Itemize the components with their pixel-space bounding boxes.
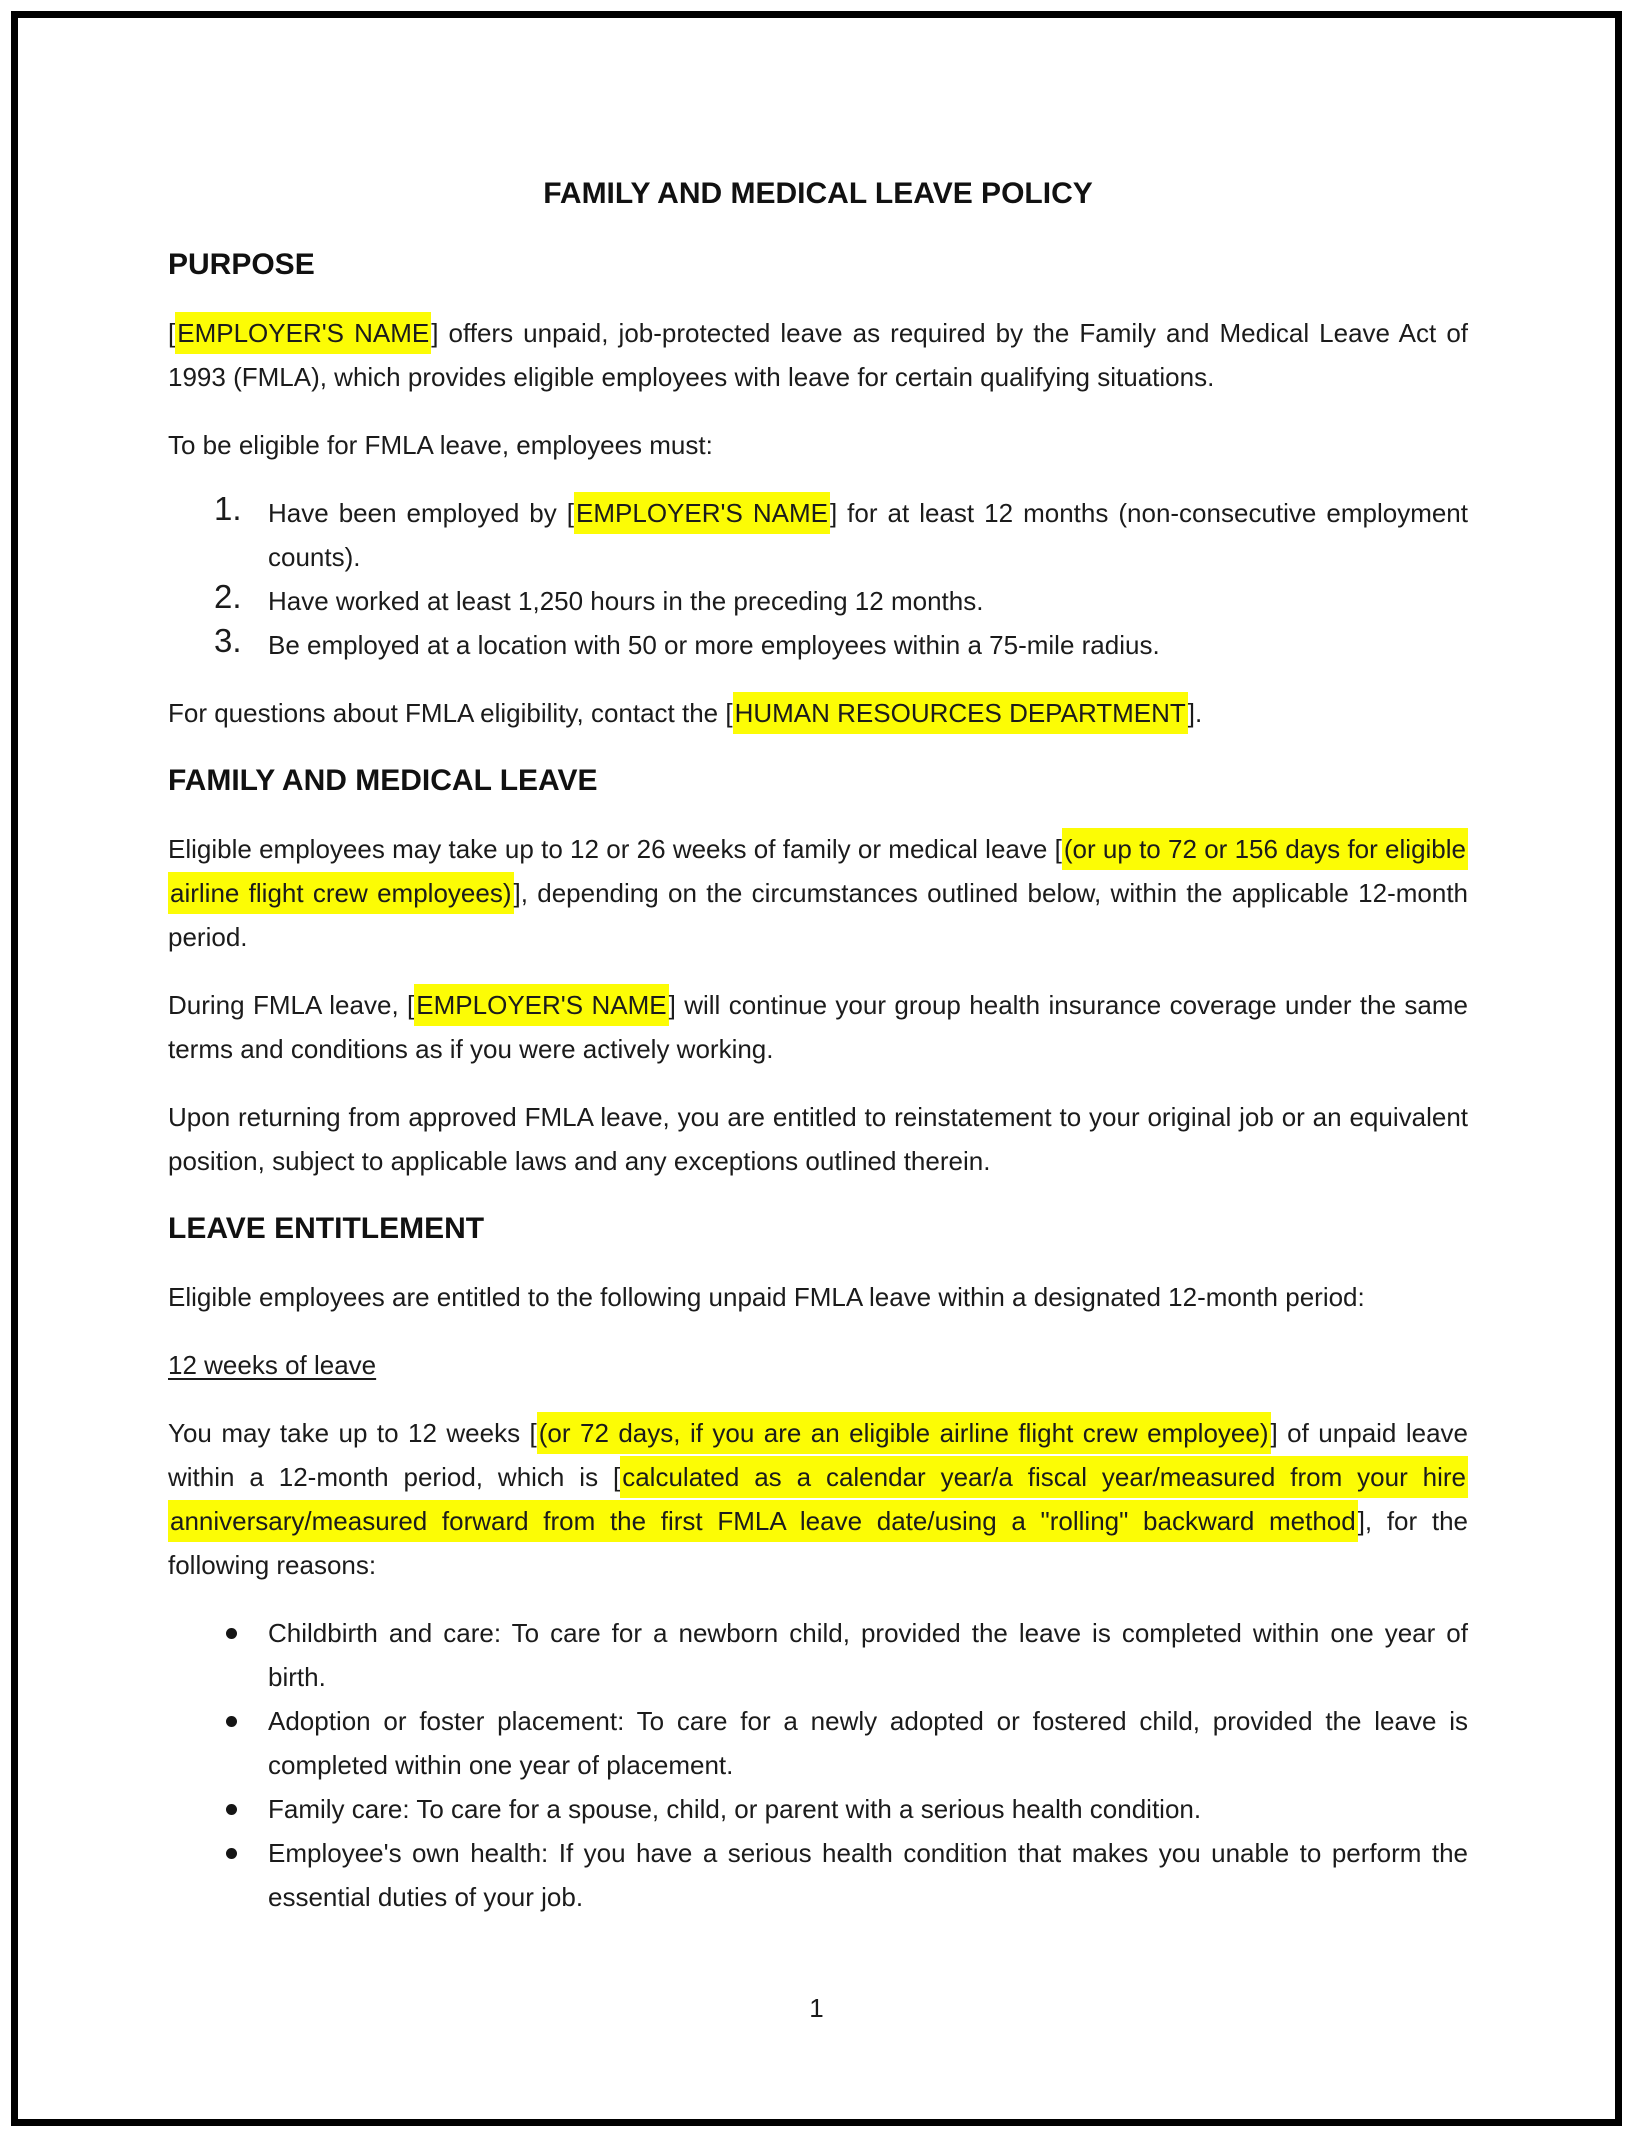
- heading-purpose: PURPOSE: [168, 248, 315, 281]
- text-run: Adoption or foster placement: To care for a newly adopted or fostered child, provided the leave is completed within one year of placement.: [268, 1706, 1468, 1780]
- highlighted-placeholder-hr-department: HUMAN RESOURCES DEPARTMENT: [733, 692, 1188, 734]
- paragraph-contact-hr: [168, 691, 1468, 735]
- highlighted-placeholder-employer-name: EMPLOYER'S NAME: [414, 984, 668, 1026]
- text-run: [: [168, 318, 176, 348]
- text-run: During FMLA leave, [: [168, 990, 415, 1020]
- paragraph-reinstatement: Upon returning from approved FMLA leave, you are entitled to reinstatement to your original job or an equivalent position, subject to applicable laws and any exceptions outlined therein.: [168, 1102, 1468, 1176]
- bullet-icon: [226, 1716, 237, 1727]
- list-number: 3.: [214, 622, 242, 659]
- text-run: Family care: To care for a spouse, child, or parent with a serious health condition.: [268, 1794, 1202, 1824]
- highlighted-placeholder-employer-name: EMPLOYER'S NAME: [175, 312, 431, 354]
- heading-leave-entitlement: LEAVE ENTITLEMENT: [168, 1212, 485, 1245]
- text-run: Eligible employees may take up to 12 or 26 weeks of family or medical leave [: [168, 834, 1062, 864]
- subheading-12-weeks: [168, 1343, 1468, 1387]
- text-run: ] will continue your group health insurance coverage under the same terms and conditions as if you were actively working.: [168, 990, 1468, 1064]
- text-run: ], for the following reasons:: [168, 1506, 1468, 1580]
- text-run: For questions about FMLA eligibility, contact the [: [168, 698, 733, 728]
- bullet-icon: [226, 1804, 237, 1815]
- list-item: [168, 1831, 1468, 1919]
- paragraph-12-weeks-detail: [168, 1411, 1468, 1587]
- eligibility-numbered-list: [168, 491, 1468, 667]
- list-item: [168, 623, 1468, 667]
- list-item: [168, 579, 1468, 623]
- text-run: ].: [1187, 698, 1203, 728]
- text-run: Be employed at a location with 50 or more employees within a 75-mile radius.: [268, 630, 1160, 660]
- paragraph-leave-weeks: [168, 827, 1468, 959]
- highlighted-placeholder-employer-name: EMPLOYER'S NAME: [574, 492, 830, 534]
- text-run: ] offers unpaid, job-protected leave as required by the Family and Medical Leave Act of 1993 (FMLA), which provides eligible employees with leave for certain qualifying situations.: [168, 318, 1468, 392]
- text-run: ] of unpaid leave within a 12-month period, which is [: [168, 1418, 1468, 1492]
- text-run: You may take up to 12 weeks [: [168, 1418, 537, 1448]
- heading-family-medical-leave: FAMILY AND MEDICAL LEAVE: [168, 764, 598, 797]
- leave-reasons-bullet-list: [168, 1611, 1468, 1919]
- paragraph-insurance: [168, 983, 1468, 1071]
- highlighted-placeholder-calculation-method: calculated as a calendar year/a fiscal year/measured from your hire anniversary/measured forward from the first FMLA leave date/using a "rolling" backward method: [168, 1456, 1468, 1542]
- bullet-icon: [226, 1848, 237, 1859]
- text-run: Have been employed by [: [268, 498, 575, 528]
- highlighted-placeholder-flight-crew-days: (or up to 72 or 156 days for eligible airline flight crew employees): [168, 828, 1468, 914]
- text-run: Childbirth and care: To care for a newborn child, provided the leave is completed within one year of birth.: [268, 1618, 1468, 1692]
- paragraph-eligibility-lead: To be eligible for FMLA leave, employees must:: [168, 430, 713, 460]
- underlined-text: 12 weeks of leave: [168, 1350, 377, 1380]
- list-item: [168, 1699, 1468, 1787]
- list-number: 1.: [214, 490, 242, 527]
- bullet-icon: [226, 1628, 237, 1639]
- paragraph-purpose-intro: [168, 311, 1468, 399]
- document-body: [168, 172, 1468, 1943]
- list-number: 2.: [214, 578, 242, 615]
- text-run: Employee's own health: If you have a serious health condition that makes you unable to perform the essential duties of your job.: [268, 1838, 1468, 1912]
- list-item: [168, 491, 1468, 579]
- document-title: FAMILY AND MEDICAL LEAVE POLICY: [543, 177, 1093, 210]
- highlighted-placeholder-flight-crew-72-days: (or 72 days, if you are an eligible airline flight crew employee): [537, 1412, 1271, 1454]
- text-run: ], depending on the circumstances outlined below, within the applicable 12-month period.: [168, 878, 1469, 952]
- list-item: [168, 1611, 1468, 1699]
- text-run: ] for at least 12 months (non-consecutive employment counts).: [268, 498, 1468, 572]
- text-run: Have worked at least 1,250 hours in the preceding 12 months.: [268, 586, 984, 616]
- paragraph-entitlement-lead: Eligible employees are entitled to the following unpaid FMLA leave within a designated 12-month period:: [168, 1282, 1365, 1312]
- list-item: [168, 1787, 1468, 1831]
- page-number: 1: [809, 1993, 824, 2023]
